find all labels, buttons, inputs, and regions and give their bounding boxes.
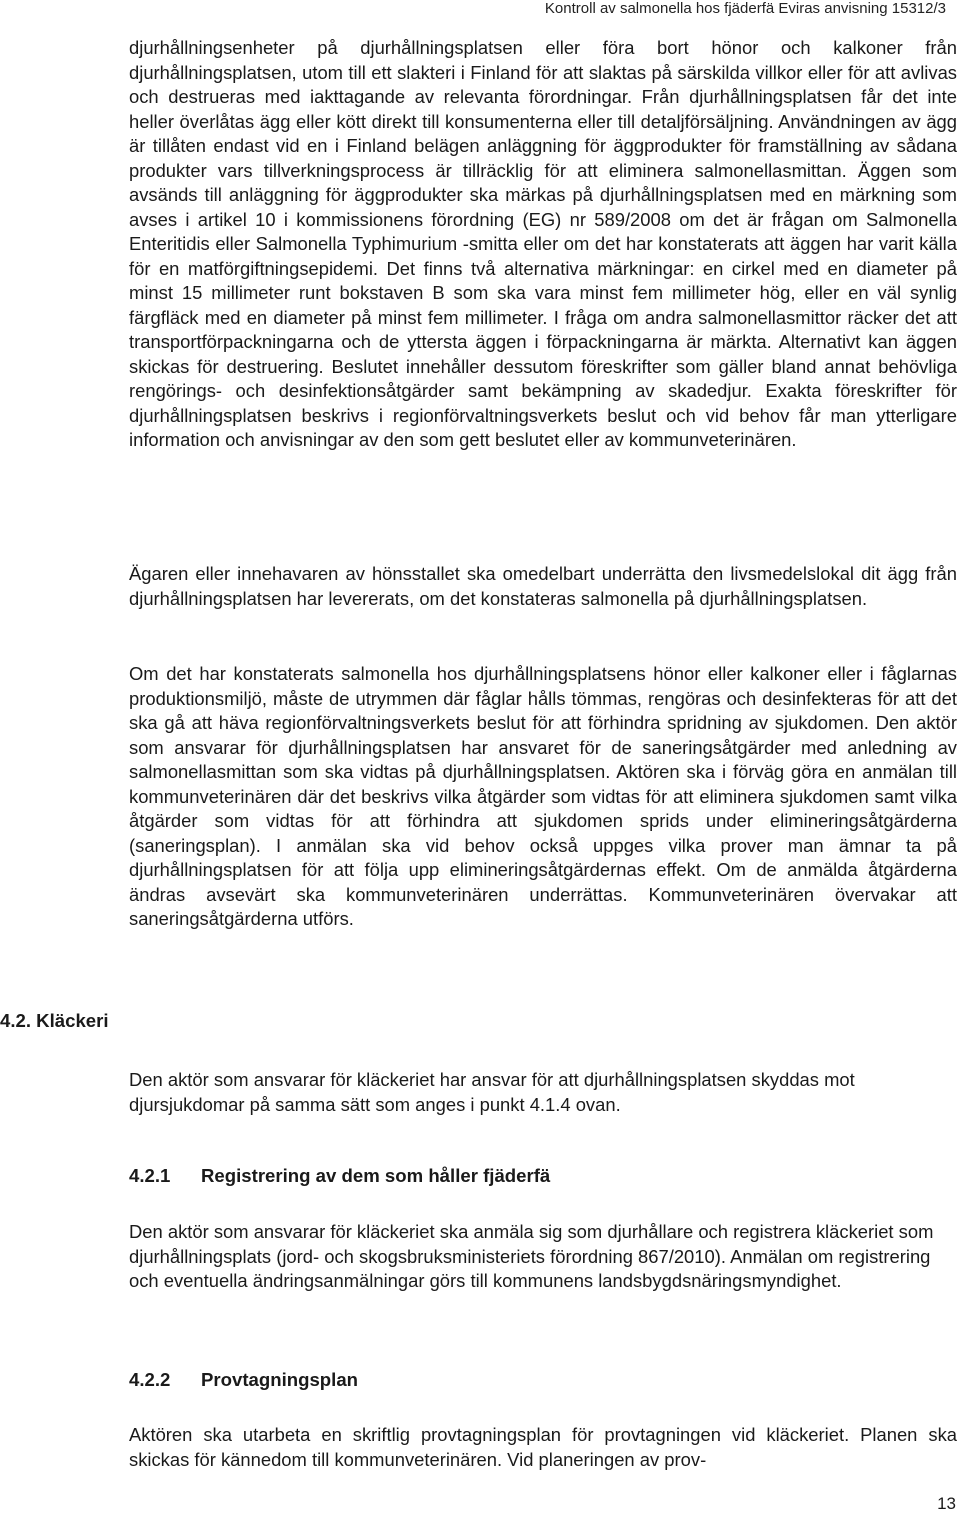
page-number: 13	[937, 1494, 956, 1513]
subheading-registration	[129, 1165, 550, 1187]
section-heading-hatchery: 4.2. Kläckeri	[0, 1010, 109, 1031]
paragraph-notify-food-premises: Ägaren eller innehavaren av hönsstallet ska omedelbart underrätta den livsmedelslokal dit ägg från djurhållningsplatsen har levererats, om det konstateras salmonella på djurhållningsplatsen.	[129, 563, 957, 609]
paragraph-sampling-plan: Aktören ska utarbeta en skriftlig provtagningsplan för provtagningen vid kläckeriet. Planen ska skickas för kännedom till kommunveterinären. Vid planeringen av prov-	[129, 1424, 957, 1470]
paragraph-salmonella-restrictions: djurhållningsenheter på djurhållningsplatsen eller föra bort hönor och kalkoner från djurhållningsplatsen, utom till ett slakteri i Finland för att slaktas på särskilda villkor eller för att avlivas och destrueras med iakttagande av relevanta förordningar. Från djurhållningsplatsen får det inte heller överlåtas ägg eller kött direkt till konsumenterna eller till detaljförsäljning. Användningen av ägg är tillåten endast vid en i Finland belägen anläggning för äggprodukter för framställning av sådana produkter vars tillverkningsprocess är tillräcklig för att eliminera salmonellasmittan. Äggen som avsänds till anläggning för äggprodukter ska märkas på djurhållningsplatsen med en märkning som avses i artikel 10 i kommissionens förordning (EG) nr 589/2008 om det är frågan om Salmonella Enteritidis eller Salmonella Typhimurium -smitta eller om det har konstaterats att äggen har varit källa för en matförgiftningsepidemi. Det finns två alternativa märkningar: en cirkel med en diameter på minst 15 millimeter runt bokstaven B som ska vara minst fem millimeter hög, eller en väl synlig färgfläck med en diameter på minst fem millimeter. I fråga om andra salmonellasmittor räcker det att transportförpackningarna och de yttersta äggen i förpackningarna är märkta. Alternativt kan äggen skickas för destruering. Beslutet innehåller dessutom föreskrifter som gäller bland annat behövliga rengörings- och desinfektionsåtgärder samt bekämpning av skadedjur. Exakta föreskrifter för djurhållningsplatsen beskrivs i regionförvaltningsverkets beslut och vid behov får man ytterligare information och anvisningar av den som gett beslutet eller av kommunveterinären.	[129, 37, 957, 450]
paragraph-sanitation-measures: Om det har konstaterats salmonella hos djurhållningsplatsens hönor eller kalkoner eller i fåglarnas produktionsmiljö, måste de utrymmen där fåglar hålls tömmas, rengöras och desinfekteras för att det ska gå att häva regionförvaltningsverkets beslut för att förhindra spridning av sjukdomen. Den aktör som ansvarar för djurhållningsplatsen har ansvaret för de saneringsåtgärder med anledning av salmonellasmittan som ska vidtas på djurhållningsplatsen. Aktören ska i förväg göra en anmälan till kommunveterinären där det beskrivs vilka åtgärder som vidtas för att eliminera sjukdomen samt vilka åtgärder som vidtas för att förhindra att sjukdomen sprids under elimineringsåtgärderna (saneringsplan). I anmälan ska vid behov också uppges vilka prover man ämnar ta på djurhållningsplatsen för att följa upp elimineringsåtgärdernas effekt. Om de anmälda åtgärderna ändras avsevärt ska kommunveterinären underrättas. Kommunveterinären övervakar att saneringsåtgärderna utförs.	[129, 663, 957, 929]
subheading-sampling-plan	[129, 1369, 358, 1391]
paragraph-registration: Den aktör som ansvarar för kläckeriet ska anmäla sig som djurhållare och registrera kläckeriet som djurhållningsplats (jord- och skogsbruksministeriets förordning 867/2010). Anmälan om registrering och eventuella ändringsanmälningar görs till kommunens landsbygdsnäringsmyndighet.	[129, 1221, 934, 1291]
running-header: Kontroll av salmonella hos fjäderfä Eviras anvisning 15312/3	[544, 0, 946, 17]
subheading-registration-title: Registrering av dem som håller fjäderfä	[201, 1165, 551, 1186]
paragraph-hatchery-protection: Den aktör som ansvarar för kläckeriet har ansvar för att djurhållningsplatsen skyddas mot djursjukdomar på samma sätt som anges i punkt 4.1.4 ovan.	[129, 1069, 855, 1115]
subheading-registration-number: 4.2.1	[129, 1165, 171, 1186]
subheading-sampling-plan-number: 4.2.2	[129, 1369, 171, 1390]
subheading-sampling-plan-title: Provtagningsplan	[201, 1369, 359, 1390]
